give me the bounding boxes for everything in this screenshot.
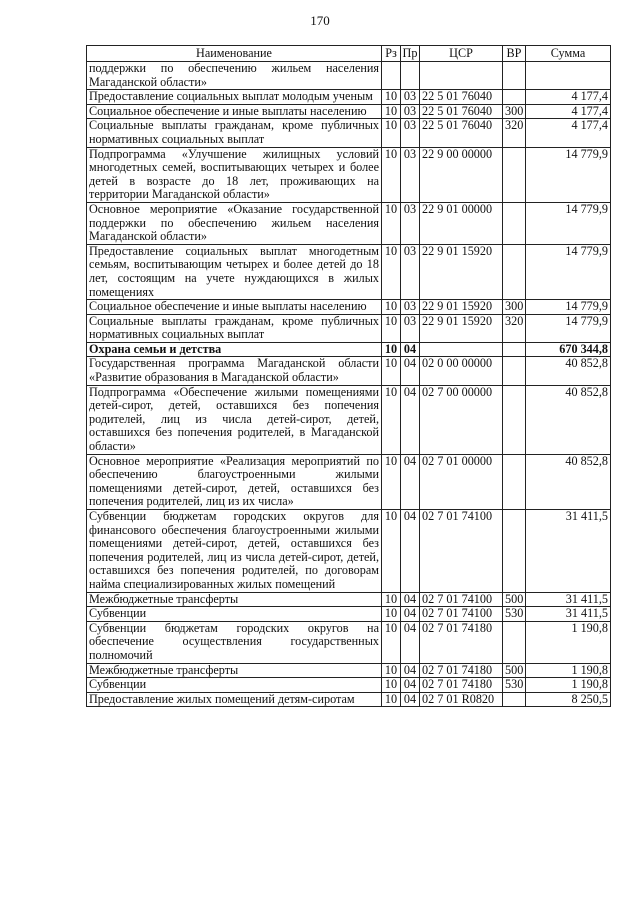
cell-rz: 10 — [382, 119, 401, 147]
table-row — [87, 202, 611, 244]
table-body — [87, 62, 611, 707]
cell-name: Охрана семьи и детства — [87, 342, 382, 357]
table-row — [87, 62, 611, 90]
cell-name: поддержки по обеспечению жильем населения Магаданской области» — [87, 62, 382, 90]
cell-name: Государственная программа Магаданской области «Развитие образования в Магаданской области» — [87, 357, 382, 385]
cell-csr — [420, 62, 503, 90]
table-row — [87, 510, 611, 593]
cell-vr — [503, 510, 526, 593]
cell-rz: 10 — [382, 663, 401, 678]
cell-rz: 10 — [382, 692, 401, 707]
cell-csr: 02 7 01 00000 — [420, 454, 503, 509]
cell-name: Субвенции — [87, 678, 382, 693]
cell-pr: 04 — [401, 385, 420, 454]
table-row — [87, 454, 611, 509]
cell-vr — [503, 147, 526, 202]
cell-sum: 1 190,8 — [526, 621, 611, 663]
cell-sum: 14 779,9 — [526, 314, 611, 342]
table-row — [87, 621, 611, 663]
cell-csr: 02 7 00 00000 — [420, 385, 503, 454]
table-row — [87, 342, 611, 357]
cell-sum: 1 190,8 — [526, 663, 611, 678]
cell-pr: 04 — [401, 678, 420, 693]
cell-sum: 14 779,9 — [526, 202, 611, 244]
cell-rz: 10 — [382, 342, 401, 357]
header-vr: ВР — [503, 46, 526, 62]
cell-sum: 31 411,5 — [526, 607, 611, 622]
header-csr: ЦСР — [420, 46, 503, 62]
cell-name: Социальные выплаты гражданам, кроме публичных нормативных социальных выплат — [87, 119, 382, 147]
table-row — [87, 90, 611, 105]
header-pr: Пр — [401, 46, 420, 62]
cell-pr: 04 — [401, 342, 420, 357]
cell-vr: 320 — [503, 119, 526, 147]
table-row — [87, 314, 611, 342]
cell-name: Социальное обеспечение и иные выплаты населению — [87, 300, 382, 315]
cell-sum — [526, 62, 611, 90]
cell-sum: 40 852,8 — [526, 454, 611, 509]
cell-pr: 03 — [401, 244, 420, 299]
cell-csr: 02 7 01 74100 — [420, 592, 503, 607]
cell-sum: 4 177,4 — [526, 119, 611, 147]
cell-rz — [382, 62, 401, 90]
page-number: 170 — [310, 13, 330, 28]
cell-vr — [503, 621, 526, 663]
cell-vr — [503, 385, 526, 454]
cell-csr: 02 7 01 74100 — [420, 510, 503, 593]
cell-name: Предоставление жилых помещений детям-сиротам — [87, 692, 382, 707]
cell-vr: 500 — [503, 592, 526, 607]
cell-pr: 04 — [401, 454, 420, 509]
cell-pr: 03 — [401, 119, 420, 147]
cell-sum: 14 779,9 — [526, 244, 611, 299]
cell-rz: 10 — [382, 678, 401, 693]
cell-csr: 22 9 01 15920 — [420, 314, 503, 342]
cell-rz: 10 — [382, 621, 401, 663]
table-row — [87, 678, 611, 693]
cell-sum: 31 411,5 — [526, 510, 611, 593]
cell-rz: 10 — [382, 385, 401, 454]
cell-csr: 22 9 01 15920 — [420, 300, 503, 315]
cell-pr: 04 — [401, 357, 420, 385]
table-row — [87, 592, 611, 607]
table-row — [87, 104, 611, 119]
cell-rz: 10 — [382, 90, 401, 105]
header-sum: Сумма — [526, 46, 611, 62]
cell-vr — [503, 90, 526, 105]
table-row — [87, 663, 611, 678]
cell-name: Основное мероприятие «Оказание государственной поддержки по обеспечению жильем населения Магаданской области» — [87, 202, 382, 244]
cell-name: Подпрограмма «Обеспечение жилыми помещениями детей-сирот, детей, оставшихся без попечения родителей, лиц из числа детей-сирот, детей, оставшихся без попечения родителей, в Магаданской области» — [87, 385, 382, 454]
cell-csr: 02 7 01 74180 — [420, 663, 503, 678]
cell-vr: 530 — [503, 607, 526, 622]
cell-csr: 02 7 01 R0820 — [420, 692, 503, 707]
cell-rz: 10 — [382, 202, 401, 244]
header-rz: Рз — [382, 46, 401, 62]
cell-sum: 40 852,8 — [526, 357, 611, 385]
cell-vr — [503, 244, 526, 299]
cell-rz: 10 — [382, 104, 401, 119]
cell-vr — [503, 62, 526, 90]
cell-pr: 04 — [401, 592, 420, 607]
cell-name: Субвенции бюджетам городских округов для финансового обеспечения благоустроенными жилыми помещениями детей-сирот, детей, оставшихся без попечения родителей, лиц из числа детей-сирот, детей, оставшихся без попечения родителей, по договорам найма специализированных жилых помещений — [87, 510, 382, 593]
cell-csr: 02 0 00 00000 — [420, 357, 503, 385]
cell-csr: 22 9 00 00000 — [420, 147, 503, 202]
table-row — [87, 385, 611, 454]
cell-sum: 8 250,5 — [526, 692, 611, 707]
cell-rz: 10 — [382, 300, 401, 315]
cell-name: Предоставление социальных выплат многодетным семьям, воспитывающим четырех и более детей до 18 лет, состоящим на учете нуждающихся в жилых помещениях — [87, 244, 382, 299]
cell-csr: 02 7 01 74180 — [420, 678, 503, 693]
cell-name: Субвенции — [87, 607, 382, 622]
cell-pr: 03 — [401, 202, 420, 244]
cell-csr: 22 5 01 76040 — [420, 90, 503, 105]
cell-vr — [503, 202, 526, 244]
cell-name: Основное мероприятие «Реализация мероприятий по обеспечению благоустроенными жилыми помещениями детей-сирот, детей, оставшихся без попечения родителей, лиц из их числа» — [87, 454, 382, 509]
cell-name: Межбюджетные трансферты — [87, 592, 382, 607]
cell-sum: 40 852,8 — [526, 385, 611, 454]
cell-rz: 10 — [382, 592, 401, 607]
cell-rz: 10 — [382, 357, 401, 385]
cell-name: Подпрограмма «Улучшение жилищных условий многодетных семей, воспитывающих четырех и более детей в возрасте до 18 лет, проживающих на территории Магаданской области» — [87, 147, 382, 202]
cell-rz: 10 — [382, 147, 401, 202]
cell-pr: 04 — [401, 510, 420, 593]
cell-csr — [420, 342, 503, 357]
cell-pr: 03 — [401, 300, 420, 315]
cell-rz: 10 — [382, 454, 401, 509]
table-header-row — [87, 46, 611, 62]
cell-vr: 500 — [503, 663, 526, 678]
budget-table — [86, 45, 611, 707]
table-row — [87, 692, 611, 707]
cell-vr — [503, 454, 526, 509]
cell-pr: 04 — [401, 607, 420, 622]
cell-rz: 10 — [382, 510, 401, 593]
cell-pr: 03 — [401, 147, 420, 202]
cell-rz: 10 — [382, 314, 401, 342]
cell-name: Межбюджетные трансферты — [87, 663, 382, 678]
cell-vr: 530 — [503, 678, 526, 693]
cell-csr: 22 9 01 15920 — [420, 244, 503, 299]
cell-sum: 1 190,8 — [526, 678, 611, 693]
table-row — [87, 119, 611, 147]
table-row — [87, 244, 611, 299]
cell-name: Социальное обеспечение и иные выплаты населению — [87, 104, 382, 119]
cell-vr — [503, 692, 526, 707]
cell-csr: 22 5 01 76040 — [420, 119, 503, 147]
cell-csr: 22 5 01 76040 — [420, 104, 503, 119]
header-name: Наименование — [87, 46, 382, 62]
cell-vr: 300 — [503, 300, 526, 315]
cell-vr: 320 — [503, 314, 526, 342]
cell-pr — [401, 62, 420, 90]
cell-csr: 02 7 01 74100 — [420, 607, 503, 622]
cell-csr: 22 9 01 00000 — [420, 202, 503, 244]
cell-sum: 670 344,8 — [526, 342, 611, 357]
cell-pr: 04 — [401, 621, 420, 663]
cell-pr: 04 — [401, 692, 420, 707]
cell-sum: 14 779,9 — [526, 300, 611, 315]
cell-sum: 4 177,4 — [526, 104, 611, 119]
table-row — [87, 147, 611, 202]
cell-pr: 03 — [401, 90, 420, 105]
cell-sum: 31 411,5 — [526, 592, 611, 607]
cell-sum: 4 177,4 — [526, 90, 611, 105]
cell-csr: 02 7 01 74180 — [420, 621, 503, 663]
cell-name: Социальные выплаты гражданам, кроме публичных нормативных социальных выплат — [87, 314, 382, 342]
cell-sum: 14 779,9 — [526, 147, 611, 202]
cell-name: Субвенции бюджетам городских округов на обеспечение осуществления государственных полномочий — [87, 621, 382, 663]
cell-vr — [503, 342, 526, 357]
table-row — [87, 300, 611, 315]
table-row — [87, 607, 611, 622]
cell-pr: 04 — [401, 663, 420, 678]
cell-rz: 10 — [382, 607, 401, 622]
cell-vr — [503, 357, 526, 385]
cell-pr: 03 — [401, 314, 420, 342]
table-row — [87, 357, 611, 385]
cell-name: Предоставление социальных выплат молодым ученым — [87, 90, 382, 105]
cell-rz: 10 — [382, 244, 401, 299]
cell-vr: 300 — [503, 104, 526, 119]
cell-pr: 03 — [401, 104, 420, 119]
